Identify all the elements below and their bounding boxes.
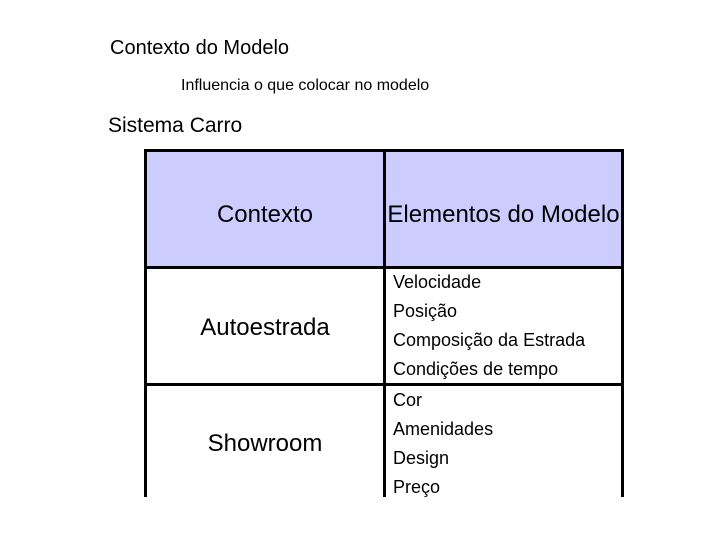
table-row-context-highway: Autoestrada <box>200 314 330 341</box>
list-item: Composição da Estrada <box>393 330 586 350</box>
slide-subtitle: Influencia o que colocar no modelo <box>181 77 430 94</box>
column-header-elements: Elementos do Modelo <box>387 201 620 228</box>
list-item: Condições de tempo <box>393 359 559 379</box>
column-header-context: Contexto <box>216 201 314 228</box>
section-heading: Sistema Carro <box>108 114 243 137</box>
list-item: Cor <box>393 390 423 410</box>
slide-title: Contexto do Modelo <box>110 37 290 59</box>
table-row-elements-showroom <box>393 386 493 502</box>
list-item: Preço <box>393 477 441 497</box>
list-item: Amenidades <box>393 419 494 439</box>
list-item: Velocidade <box>393 272 482 292</box>
context-elements-table <box>144 149 624 497</box>
table-row-context-showroom: Showroom <box>207 429 323 457</box>
table-row-elements-highway <box>393 268 585 384</box>
list-item: Design <box>393 448 450 468</box>
list-item: Posição <box>393 301 458 321</box>
